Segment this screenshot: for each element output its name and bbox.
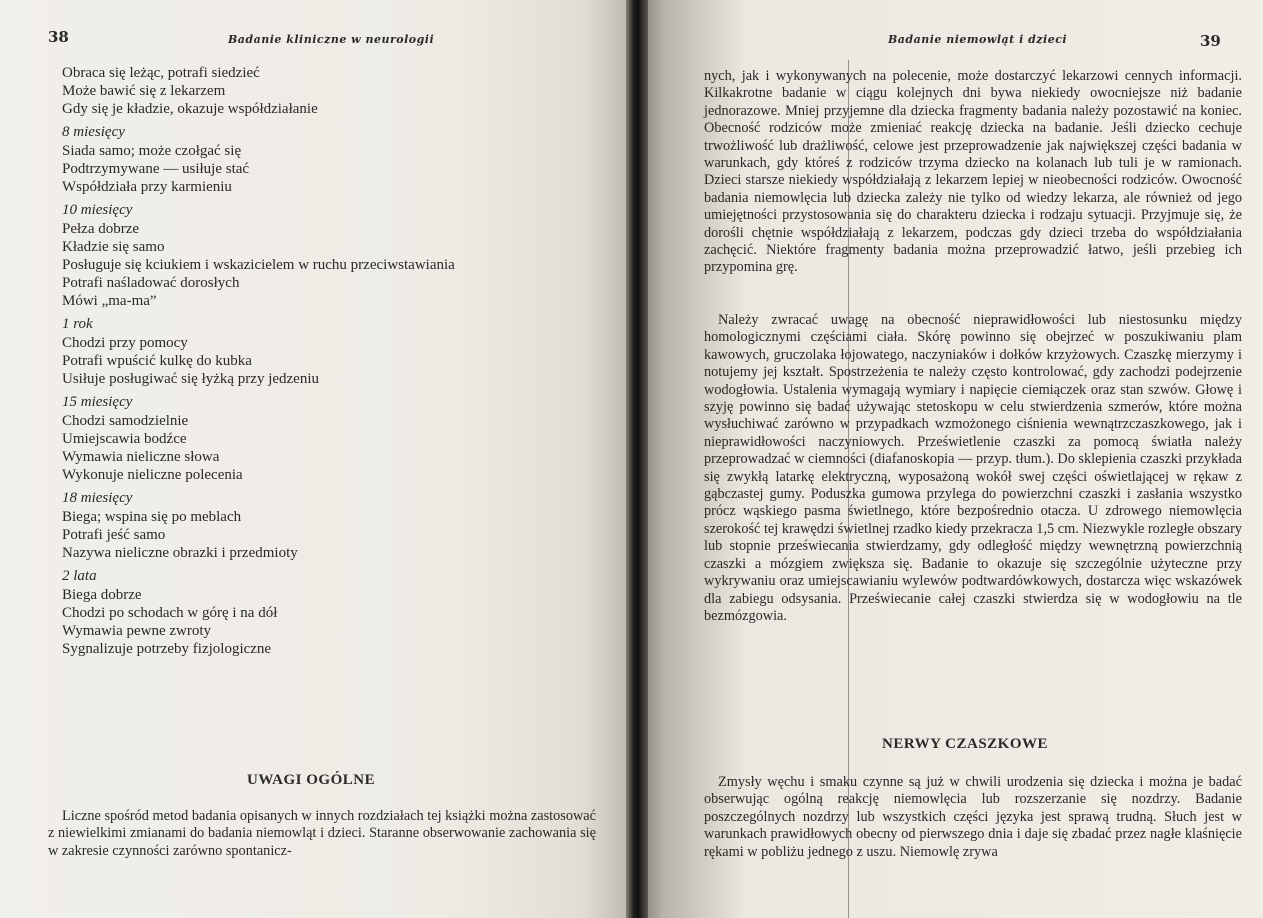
age-heading: 8 miesięcy bbox=[62, 124, 125, 140]
milestone-group bbox=[62, 314, 582, 388]
section-heading: UWAGI OGÓLNE bbox=[247, 772, 376, 788]
milestone-item: Wymawia nieliczne słowa bbox=[62, 449, 220, 465]
milestone-item: Umiejscawia bodźce bbox=[62, 431, 187, 447]
page-fold-line bbox=[848, 60, 849, 918]
milestone-group bbox=[62, 64, 582, 118]
page-number: 38 bbox=[48, 28, 69, 46]
milestone-item: Pełza dobrze bbox=[62, 221, 140, 237]
page-number: 39 bbox=[1200, 32, 1221, 50]
milestone-item: Posługuje się kciukiem i wskazicielem w ruchu przeciwstawiania bbox=[62, 257, 455, 273]
milestone-item: Może bawić się z lekarzem bbox=[62, 83, 226, 99]
body-paragraph: nych, jak i wykonywanych na polecenie, może dostarczyć lekarzowi cennych informacji. Kilkakrotne badanie w ciągu kolejnych dni bywa niekiedy owocniejsze niż badanie jednorazowe. Mniej przyjemne dla dziecka fragmenty badania należy pozostawić na koniec. Obecność rodziców może zmieniać reakcję dziecka na badanie. Jeśli dziecko cechuje trwożliwość lub drażliwość, celowe jest przeprowadzenie jak największej części badania w warunkach, gdy któreś z rodziców trzyma dziecko na kolanach lub tuli je w ramionach. Dzieci starsze niekiedy współdziałają z lekarzem lepiej w nieobecności rodziców. Owocność badania niemowlęcia lub dziecka zależy nie tylko od wiedzy lekarza, ale również od jego umiejętności przystosowania się do charakteru dziecka i rodzaju sytuacji. Przyjmuje się, że dorośli chętnie współdziałają z lekarzem, podczas gdy dzieci trzeba do współdziałania zachęcić. Niektóre fragmenty badania można przeprowadzić łatwo, jeśli przebieg ich przypomina grę. bbox=[704, 68, 1242, 276]
age-heading: 15 miesięcy bbox=[62, 394, 133, 410]
milestone-item: Kładzie się samo bbox=[62, 239, 165, 255]
milestone-item: Współdziała przy karmieniu bbox=[62, 179, 232, 195]
body-paragraph: Liczne spośród metod badania opisanych w innych rozdziałach tej książki można zastosować z niewielkimi zmianami do badania niemowląt i dzieci. Staranne obserwowanie zachowania się w zakresie czynności zarówno spontanicz- bbox=[48, 808, 596, 859]
age-heading: 2 lata bbox=[62, 568, 97, 584]
milestone-item: Sygnalizuje potrzeby fizjologiczne bbox=[62, 641, 272, 657]
milestone-group bbox=[62, 392, 582, 484]
running-head: Badanie niemowląt i dzieci bbox=[888, 33, 1068, 46]
milestone-item: Chodzi samodzielnie bbox=[62, 413, 189, 429]
book-gutter bbox=[626, 0, 648, 918]
body-paragraph: Należy zwracać uwagę na obecność nieprawidłowości lub niestosunku między homologicznymi częściami ciała. Skórę powinno się obejrzeć w poszukiwaniu plam kawowych, gruczolaka łojowatego, naczyniaków i dołków krzyżowych. Czaszkę mierzymy i notujemy jej kształt. Spostrzeżenia te należy często kontrolować, gdy zachodzi podejrzenie wodogłowia. Ustalenia wymagają wymiary i napięcie ciemiączek oraz stan szwów. Głowę i szyję powinno się badać używając stetoskopu w celu stwierdzenia szmerów, które można wysłuchiwać zarówno w przypadkach wzmożonego ciśnienia wewnątrzczaszkowego, jak i nieprawidłowości naczyniowych. Prześwietlenie czaszki za pomocą światła należy przeprowadzać w ciemności (diafanoskopia — przyp. tłum.). Do sklepienia czaszki przykłada się zwykłą latarkę elektryczną, wyposażoną wokół swej części oświetlającej w rękaw z gąbczastej gumy. Poduszka gumowa przylega do powierzchni czaszki i zasłania wszystko prócz wąskiego pasma świetlnego, które bezpośrednio otacza. U zdrowego niemowlęcia szerokość tej krawędzi świetlnej rzadko kiedy przekracza 1,5 cm. Niezwykle rozległe obszary lub stopnie przeświecania stwierdzamy, gdy odległość między wewnętrzną powierzchnią czaszki a mózgiem zwiększa się. Badanie to okazuje się szczególnie użyteczne przy wykrywaniu oraz umiejscawianiu wylewów podtwardówkowych, dostarcza więc wskazówek dla zabiegu odsysania. Przeświecanie całej czaszki stwierdza się w wodogłowiu na tle bezmózgowia. bbox=[704, 312, 1242, 624]
milestone-item: Potrafi naśladować dorosłych bbox=[62, 275, 240, 291]
milestone-item: Mówi „ma-ma” bbox=[62, 293, 157, 309]
milestone-list bbox=[62, 64, 582, 662]
section-heading: NERWY CZASZKOWE bbox=[882, 736, 1049, 752]
milestone-item: Potrafi wpuścić kulkę do kubka bbox=[62, 353, 252, 369]
milestone-item: Nazywa nieliczne obrazki i przedmioty bbox=[62, 545, 298, 561]
age-heading: 18 miesięcy bbox=[62, 490, 133, 506]
milestone-item: Potrafi jeść samo bbox=[62, 527, 166, 543]
running-head: Badanie kliniczne w neurologii bbox=[228, 33, 435, 46]
age-heading: 10 miesięcy bbox=[62, 202, 133, 218]
body-paragraph: Zmysły węchu i smaku czynne są już w chwili urodzenia się dziecka i można je badać obserwując ogólną reakcję niemowlęcia lub rozszerzanie się nozdrzy. Badanie poszczególnych nozdrzy lub wszystkich części języka jest sprawą trudną. Słuch jest w warunkach prawidłowych obecny od pierwszego dnia i daje się zbadać przez nagłe klaśnięcie rękami w pobliżu jednego z uszu. Niemowlę zrywa bbox=[704, 774, 1242, 860]
milestone-item: Wymawia pewne zwroty bbox=[62, 623, 212, 639]
milestone-item: Podtrzymywane — usiłuje stać bbox=[62, 161, 250, 177]
milestone-item: Usiłuje posługiwać się łyżką przy jedzeniu bbox=[62, 371, 320, 387]
milestone-group bbox=[62, 488, 582, 562]
milestone-item: Chodzi przy pomocy bbox=[62, 335, 188, 351]
milestone-group bbox=[62, 200, 582, 310]
milestone-item: Chodzi po schodach w górę i na dół bbox=[62, 605, 278, 621]
right-page bbox=[632, 0, 1263, 918]
milestone-item: Gdy się je kładzie, okazuje współdziałanie bbox=[62, 101, 318, 117]
milestone-item: Wykonuje nieliczne polecenia bbox=[62, 467, 243, 483]
age-heading: 1 rok bbox=[62, 316, 93, 332]
milestone-item: Obraca się leżąc, potrafi siedzieć bbox=[62, 65, 260, 81]
milestone-item: Biega dobrze bbox=[62, 587, 142, 603]
milestone-item: Siada samo; może czołgać się bbox=[62, 143, 242, 159]
milestone-group bbox=[62, 122, 582, 196]
milestone-group bbox=[62, 566, 582, 658]
milestone-item: Biega; wspina się po meblach bbox=[62, 509, 242, 525]
